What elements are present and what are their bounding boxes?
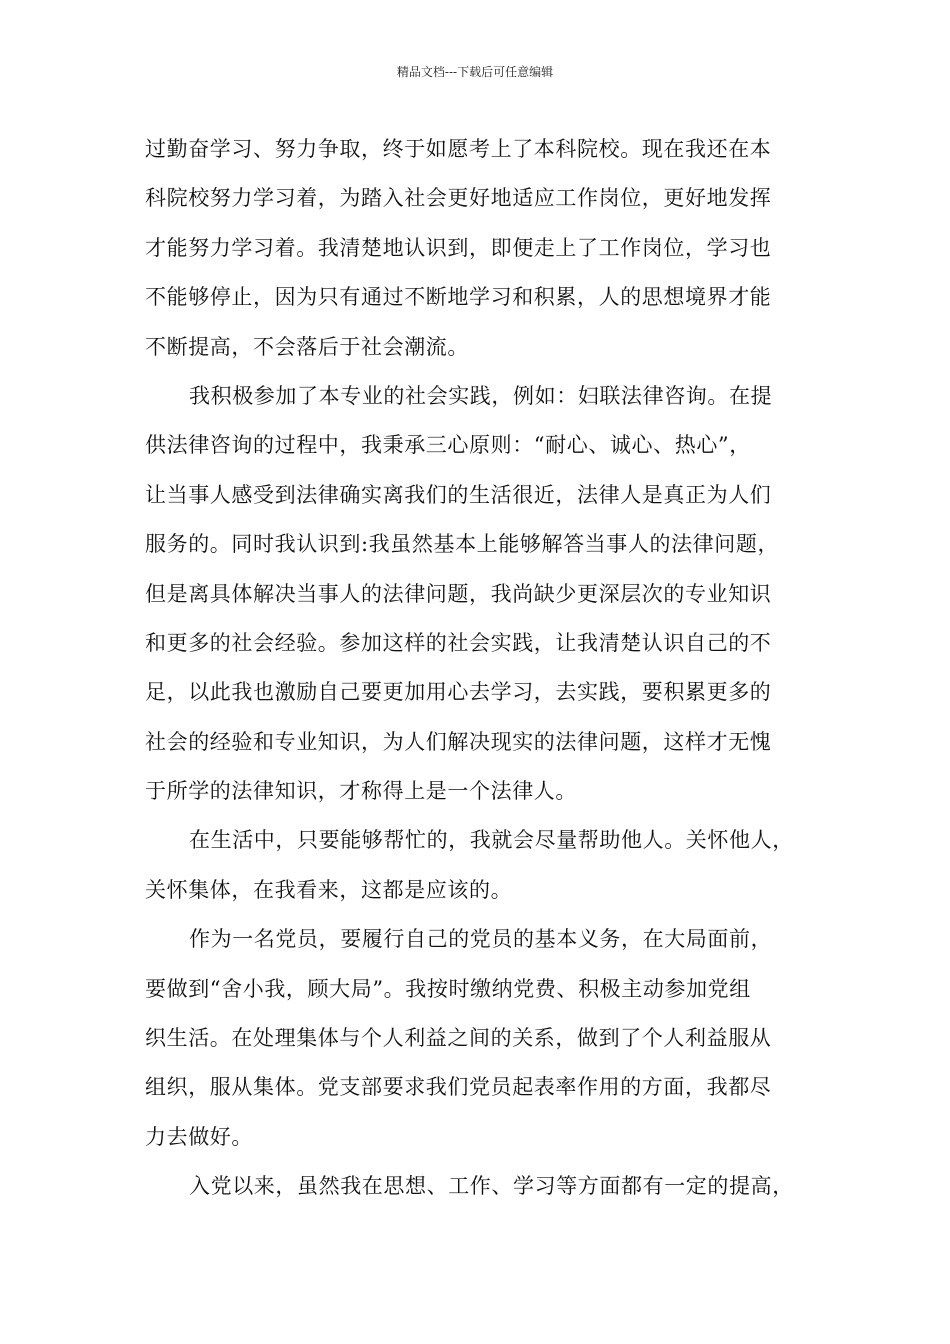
text-line: 但是离具体解决当事人的法律问题，我尚缺少更深层次的专业知识: [145, 581, 772, 606]
text-line: 关怀集体，在我看来，这都是应该的。: [145, 877, 513, 902]
text-line: 组织，服从集体。党支部要求我们党员起表率作用的方面，我都尽: [145, 1075, 772, 1100]
text-line: 服务的。同时我认识到:我虽然基本上能够解答当事人的法律问题，: [145, 532, 780, 557]
paragraph-start-line: 我积极参加了本专业的社会实践，例如：妇联法律咨询。在提: [189, 383, 773, 408]
text-line: 才能努力学习着。我清楚地认识到，即便走上了工作岗位，学习也: [145, 235, 772, 260]
text-line: 要做到“舍小我，顾大局”。我按时缴纳党费、积极主动参加党组: [145, 976, 751, 1001]
paragraph-start-line: 在生活中，只要能够帮忙的，我就会尽量帮助他人。关怀他人，: [189, 828, 794, 853]
page-header: 精品文档---下载后可任意编辑: [396, 65, 554, 79]
text-line: 供法律咨询的过程中，我秉承三心原则：“耐心、诚心、热心”，: [145, 433, 751, 458]
text-line: 和更多的社会经验。参加这样的社会实践，让我清楚认识自己的不: [145, 630, 772, 655]
text-line: 织生活。在处理集体与个人利益之间的关系，做到了个人利益服从: [145, 1026, 772, 1051]
text-line: 不断提高，不会落后于社会潮流。: [145, 334, 469, 359]
text-line: 不能够停止，因为只有通过不断地学习和积累，人的思想境界才能: [145, 285, 772, 310]
paragraph-start-line: 入党以来，虽然我在思想、工作、学习等方面都有一定的提高，: [189, 1174, 794, 1199]
text-line: 力去做好。: [145, 1124, 253, 1149]
text-line: 足，以此我也激励自己要更加用心去学习，去实践，要积累更多的: [145, 680, 772, 705]
text-line: 让当事人感受到法律确实离我们的生活很近，法律人是真正为人们: [145, 482, 772, 507]
document-body: [145, 125, 825, 1212]
text-line: 于所学的法律知识，才称得上是一个法律人。: [145, 779, 577, 804]
text-line: 社会的经验和专业知识，为人们解决现实的法律问题，这样才无愧: [145, 729, 772, 754]
paragraph-start-line: 作为一名党员，要履行自己的党员的基本义务，在大局面前，: [189, 927, 773, 952]
text-line: 科院校努力学习着，为踏入社会更好地适应工作岗位，更好地发挥: [145, 186, 772, 211]
text-line: 过勤奋学习、努力争取，终于如愿考上了本科院校。现在我还在本: [145, 137, 772, 161]
